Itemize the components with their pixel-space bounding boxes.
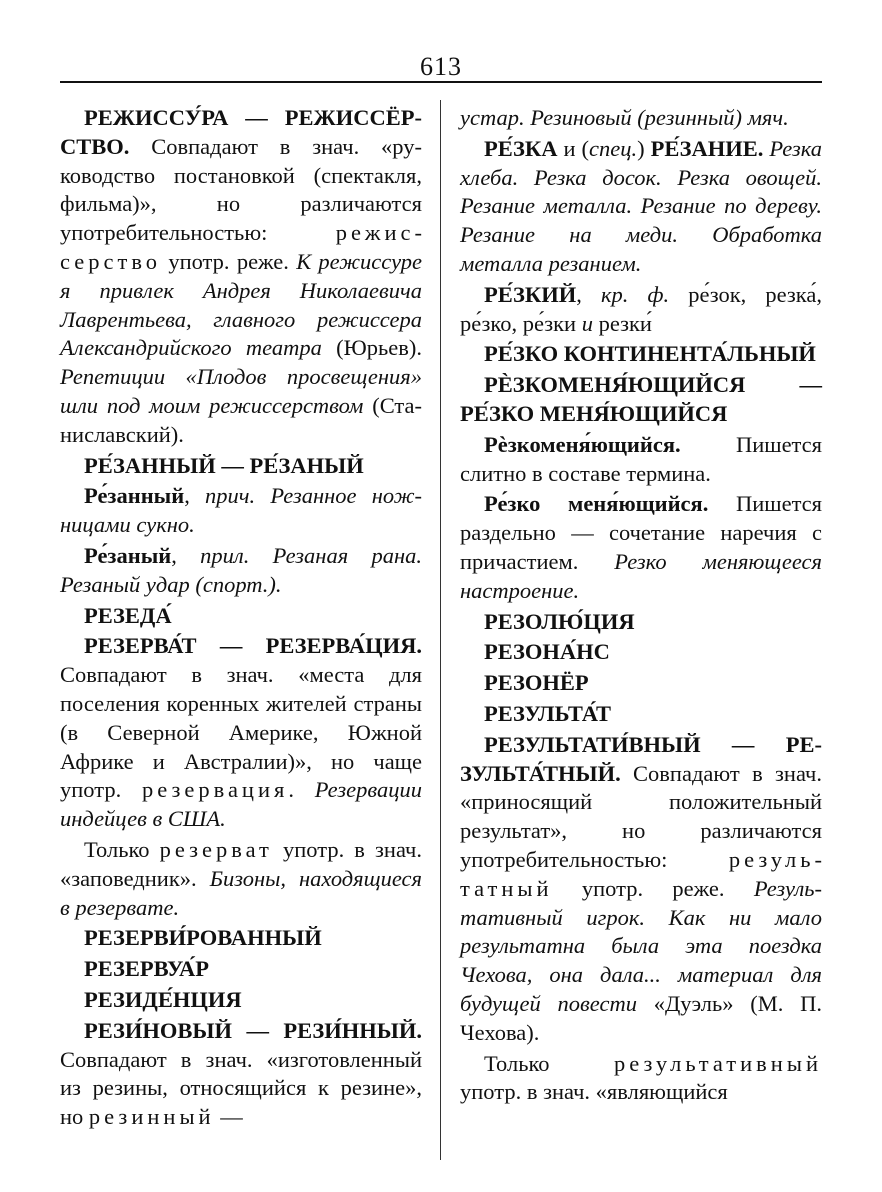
dictionary-entry: [460, 431, 822, 489]
dictionary-entry: [60, 632, 422, 834]
dictionary-entry: [460, 281, 822, 339]
italic-text: Резка хлеба. Резка досок. Резка овощей. Резание металла. Резание по дереву. Резание на меди. Обработка металла резанием.: [460, 135, 822, 276]
text: Совпадают в знач. «руководство постановкой (спектакля, фильма)», но различаются употребительностью:: [60, 133, 422, 246]
column-divider: [440, 100, 441, 1160]
headword: РЕЗОНЁР: [484, 670, 589, 696]
text: Совпадают в знач. «места для поселения коренных жителей страны (в Северной Америке, Южной Африке и Австралии)», но чаще употр.: [60, 662, 422, 803]
left-column: [60, 104, 422, 1132]
dictionary-entry: [460, 731, 822, 1048]
headword: РЕЗЕДА́: [84, 602, 172, 628]
spaced-word: резинный: [88, 1104, 215, 1130]
italic-text: Резервации индейцев в США.: [60, 777, 422, 832]
dictionary-entry: [60, 482, 422, 540]
text: Только: [484, 1050, 614, 1076]
headword: РЕЗУЛЬТА́Т: [484, 700, 612, 726]
dictionary-entry: [460, 371, 822, 429]
headword: Рѐзкоменя́ющийся.: [484, 431, 681, 457]
headword: РЕЗУЛЬТАТИ́ВНЫЙ — РЕЗУЛЬТА́ТНЫЙ.: [460, 731, 822, 786]
dictionary-entry: [460, 1050, 822, 1108]
text: Пишется раздельно — сочетание наречия с причастием.: [460, 491, 823, 574]
text: употр. в знач. «заповедник».: [60, 836, 422, 891]
right-column: [460, 104, 822, 1107]
headword: РЕЗИДЕ́НЦИЯ: [84, 986, 242, 1012]
text: ,: [184, 483, 206, 509]
headword: РЕ́ЗАНИЕ.: [650, 135, 764, 161]
headword: Ре́занный: [84, 483, 185, 509]
headword: РЕЗЕРВА́Т — РЕЗЕРВА́ЦИЯ.: [84, 633, 422, 659]
spaced-word: результативный: [613, 1050, 822, 1076]
dictionary-entry: [60, 924, 422, 953]
spaced-word: режиссерство: [60, 220, 422, 274]
text: Пишется слитно в составе термина.: [460, 431, 822, 486]
text: и (: [557, 135, 589, 161]
headword: РЕ́ЗКО КОНТИНЕНТА́ЛЬНЫЙ: [484, 341, 816, 367]
italic-text: спец.: [588, 135, 638, 161]
italic-text: Репетиции «Плодов просвещения» шли под моим режиссерством: [60, 364, 422, 418]
dictionary-entry: [60, 1017, 422, 1132]
italic-text: Бизоны, находящиеся в резервате.: [60, 865, 423, 920]
dictionary-entry: [60, 955, 422, 984]
text: .: [288, 777, 315, 803]
text: —: [214, 1104, 243, 1130]
page-number: 613: [420, 52, 462, 81]
dictionary-entry: [460, 490, 822, 605]
text: резки́: [592, 310, 652, 336]
spaced-word: резервация: [141, 777, 289, 803]
headword: РЕЗОНА́НС: [484, 639, 610, 665]
dictionary-entry: [460, 104, 822, 133]
headword: РЕ́ЗАННЫЙ — РЕ́ЗАНЫЙ: [84, 452, 364, 478]
headword: РЕ́ЗКА: [484, 135, 558, 161]
dictionary-entry: [460, 638, 822, 667]
italic-text: К режиссуре я привлек Андрея Николаевича Лаврентьева, главного режиссера Александрийского театра: [60, 248, 422, 361]
text: «Дуэль» (М. П. Чехова).: [460, 990, 822, 1045]
headword: Ре́зко меня́ющийся.: [484, 491, 709, 517]
dictionary-entry: [60, 542, 422, 600]
headword: РЀЗКОМЕНЯ́ЮЩИЙСЯ — РЕ́ЗКО МЕНЯ́ЮЩИЙСЯ: [460, 372, 822, 426]
text: Только: [84, 836, 160, 862]
headword: РЕЗОЛЮ́ЦИЯ: [484, 608, 635, 634]
text: ): [637, 135, 651, 161]
italic-text: прич. Резанное ножницами сукно.: [60, 483, 423, 538]
italic-text: устар. Резиновый (резинный) мяч.: [460, 105, 789, 130]
text: употр. в знач. «являющийся: [460, 1079, 728, 1105]
text: Совпадают в знач. «приносящий положительный результат», но различаются употребительностью:: [460, 760, 822, 872]
spaced-word: результатный: [460, 846, 822, 901]
dictionary-entry: [60, 836, 422, 922]
headword: РЕЖИССУ́РА — РЕЖИССЁРСТВО.: [60, 105, 422, 159]
headword: Ре́заный: [84, 542, 172, 568]
text: употр. реже.: [161, 248, 297, 274]
dictionary-entry: [460, 700, 822, 729]
dictionary-entry: [60, 104, 422, 450]
italic-text: Резко меняющееся настроение.: [460, 548, 822, 603]
dictionary-entry: [460, 669, 822, 698]
dictionary-entry: [60, 986, 422, 1015]
italic-text: Результативный игрок. Как ни мало результатна была эта поездка Чехова, она дала... материал для будущей повести: [460, 875, 822, 1016]
spaced-word: резерват: [159, 836, 273, 862]
italic-text: прил. Резаная рана. Резаный удар (спорт.).: [60, 542, 422, 597]
text: (Юрьев).: [321, 335, 423, 361]
dictionary-entry: [460, 340, 822, 369]
headword: РЕ́ЗКИЙ: [484, 281, 577, 307]
italic-text: кр. ф.: [600, 281, 670, 307]
dictionary-entry: [460, 135, 822, 279]
text: ре́зок, резка́, ре́зко, ре́зки: [460, 281, 823, 336]
headword: РЕЗЕРВУА́Р: [84, 956, 210, 982]
text: ,: [576, 281, 601, 307]
italic-text: и: [581, 310, 593, 336]
headword: РЕЗЕРВИ́РОВАННЫЙ: [84, 925, 322, 951]
dictionary-entry: [60, 452, 422, 481]
text: Совпадают в знач. «изготовленный из резины, относящийся к резине», но: [60, 1046, 422, 1130]
text: ,: [171, 542, 201, 568]
header-rule: [60, 81, 822, 83]
text: употр. реже.: [552, 875, 754, 901]
headword: РЕЗИ́НОВЫЙ — РЕЗИ́ННЫЙ.: [84, 1017, 422, 1043]
text: (Станиславский).: [60, 392, 422, 447]
dictionary-entry: [60, 602, 422, 631]
dictionary-entry: [460, 608, 822, 637]
